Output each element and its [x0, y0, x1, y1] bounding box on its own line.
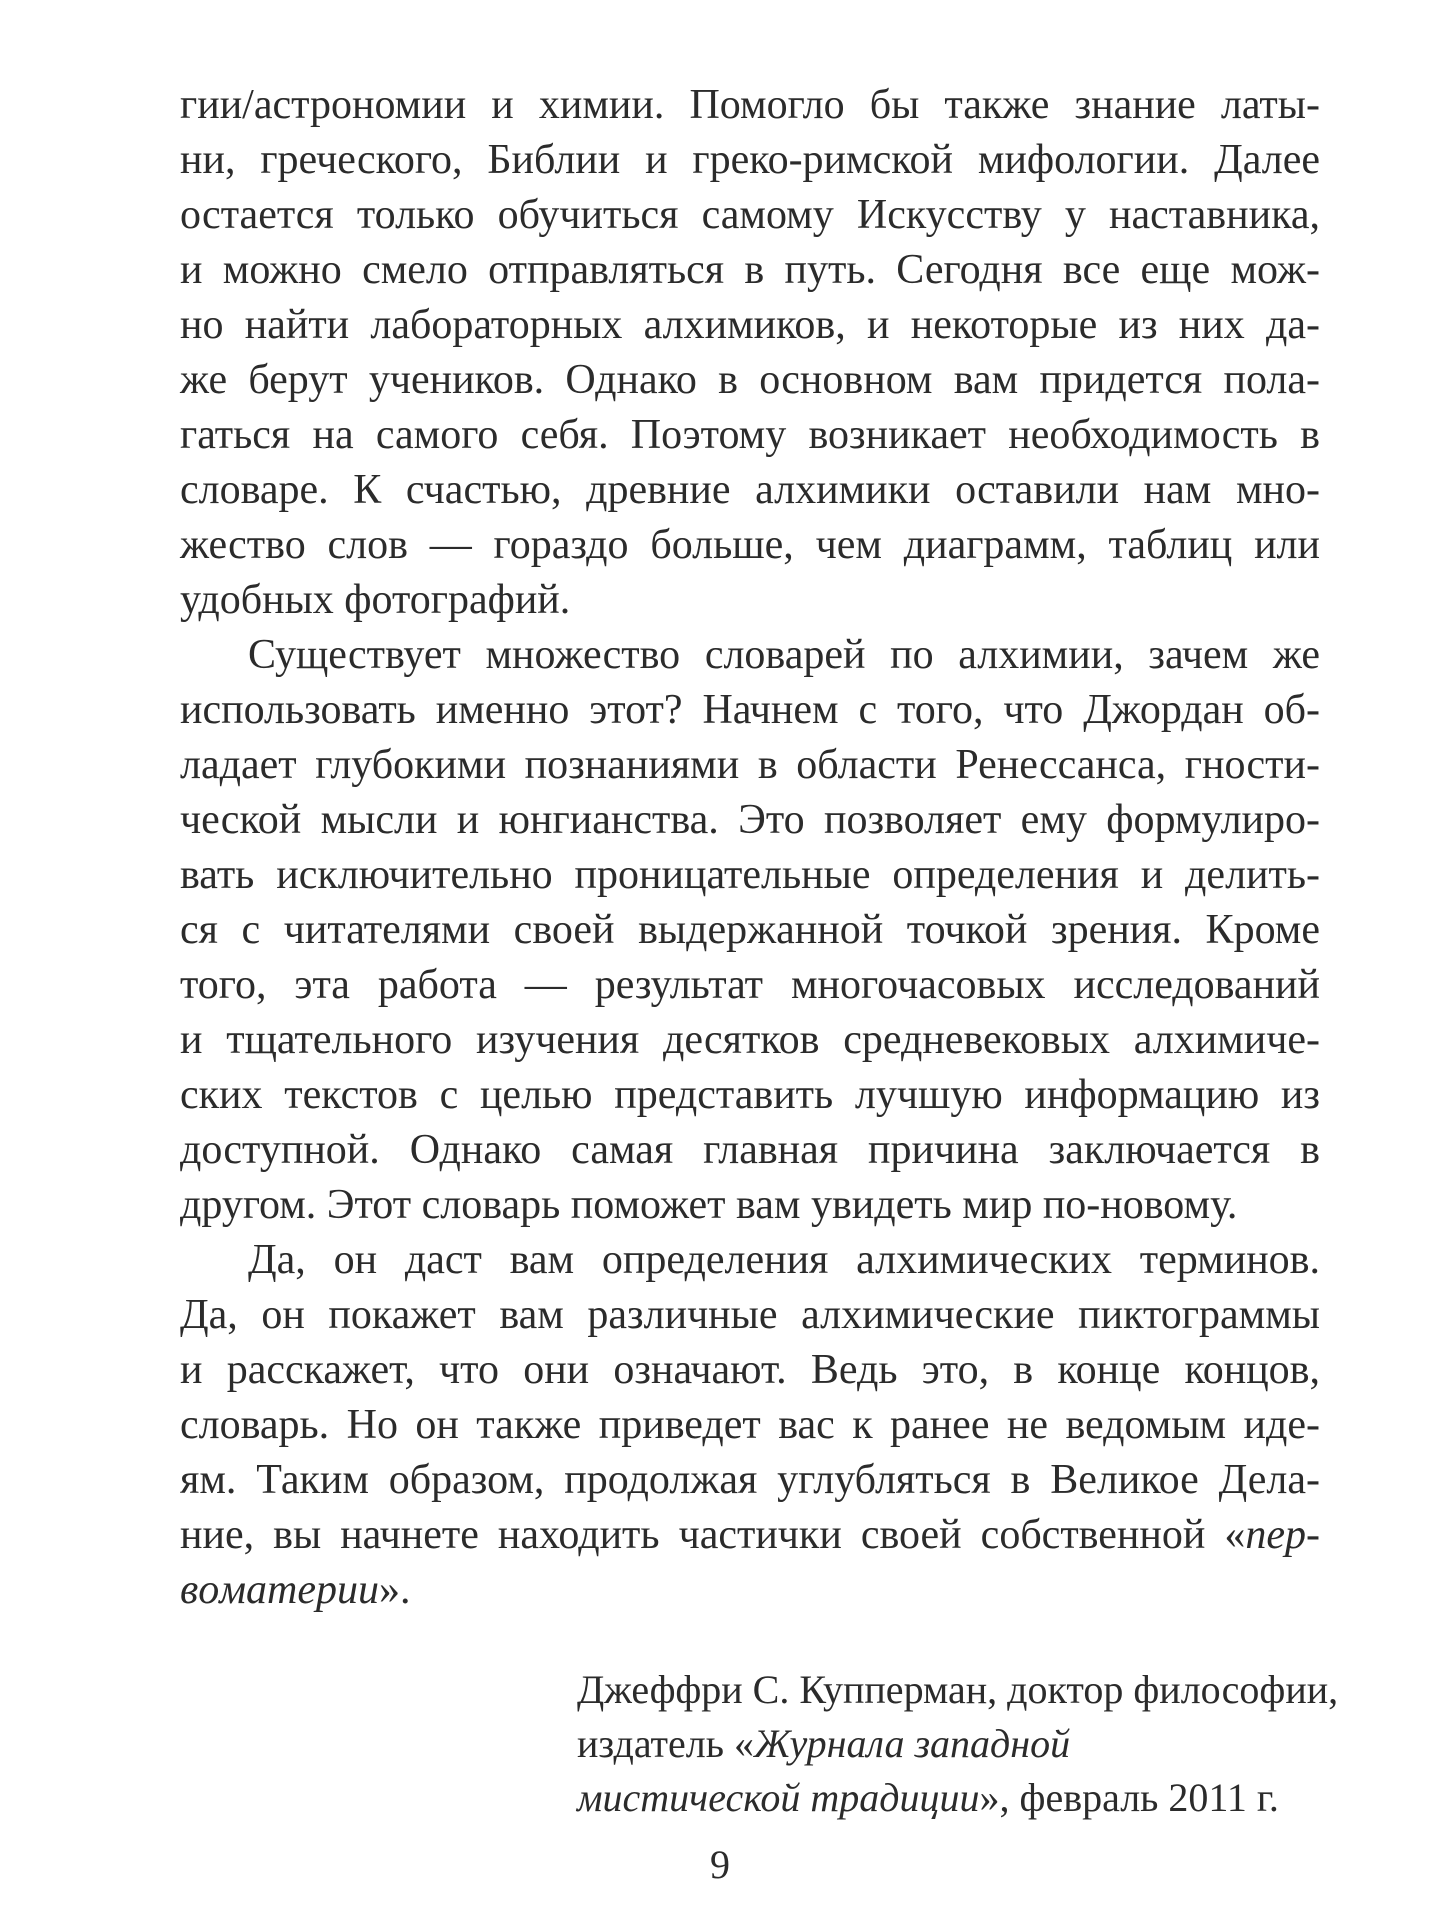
page-number: 9: [710, 1842, 730, 1887]
text-line: остается только обучиться самому Искусству у наставника,: [180, 192, 1320, 238]
text-line: вать исключительно проницательные определения и делить-: [180, 852, 1320, 898]
signature-line: [577, 1771, 1337, 1825]
paragraph-3: [180, 1233, 1320, 1618]
journal-title-italic: мистической традиции: [577, 1775, 980, 1820]
text-line: гии/астрономии и химии. Помогло бы также знание латы-: [180, 82, 1320, 128]
text-line: ям. Таким образом, продолжая углубляться в Великое Дела-: [180, 1457, 1320, 1503]
signature-author: Джеффри С. Купперман, доктор философии,: [577, 1667, 1339, 1712]
text-run: ».: [379, 1567, 411, 1613]
text-line: [180, 1508, 1320, 1563]
body-text: [180, 78, 1320, 1618]
text-line: ни, греческого, Библии и греко-римской мифологии. Далее: [180, 137, 1320, 183]
text-run: », февраль 2011 г.: [979, 1775, 1279, 1820]
text-line: Да, он даст вам определения алхимических терминов.: [248, 1237, 1320, 1283]
text-line: ских текстов с целью представить лучшую информацию из: [180, 1072, 1320, 1118]
text-line: использовать именно этот? Начнем с того, что Джордан об-: [180, 687, 1320, 733]
signature-block: [577, 1663, 1337, 1825]
text-line: словаре. К счастью, древние алхимики оставили нам мно-: [180, 467, 1320, 513]
text-line: другом. Этот словарь поможет вам увидеть мир по-новому.: [180, 1182, 1238, 1228]
text-line: и можно смело отправляться в путь. Сегодня все еще мож-: [180, 247, 1320, 293]
text-line: и расскажет, что они означают. Ведь это, в конце концов,: [180, 1347, 1320, 1393]
text-run: ние, вы начнете находить частички своей собственной «: [180, 1512, 1246, 1558]
text-line: словарь. Но он также приведет вас к ранее не ведомым иде-: [180, 1402, 1320, 1448]
text-line: жество слов — гораздо больше, чем диаграмм, таблиц или: [180, 522, 1320, 568]
text-line: доступной. Однако самая главная причина заключается в: [180, 1127, 1320, 1173]
italic-text-run: пер-: [1245, 1512, 1320, 1558]
text-line: ладает глубокими познаниями в области Ренессанса, гности-: [180, 742, 1320, 788]
text-line: гаться на самого себя. Поэтому возникает необходимость в: [180, 412, 1320, 458]
text-line: но найти лабораторных алхимиков, и некоторые из них да-: [180, 302, 1320, 348]
text-line: удобных фотографий.: [180, 577, 571, 623]
text-line: того, эта работа — результат многочасовых исследований: [180, 962, 1320, 1008]
text-line: же берут учеников. Однако в основном вам придется пола-: [180, 357, 1320, 403]
paragraph-1: [180, 78, 1320, 628]
journal-title-italic: Журнала западной: [754, 1721, 1071, 1766]
text-line: и тщательного изучения десятков средневековых алхимиче-: [180, 1017, 1320, 1063]
text-line: [180, 1563, 1320, 1618]
italic-text-run: вoматерии: [180, 1567, 380, 1613]
text-line: ся с читателями своей выдержанной точкой зрения. Кроме: [180, 907, 1320, 953]
text-line: ческой мысли и юнгианства. Это позволяет ему формулиро-: [180, 797, 1320, 843]
text-line: Существует множество словарей по алхимии, зачем же: [248, 632, 1320, 678]
text-line: Да, он покажет вам различные алхимические пиктограммы: [180, 1292, 1320, 1338]
signature-line: [577, 1717, 1337, 1771]
text-run: издатель «: [577, 1721, 754, 1766]
paragraph-2: [180, 628, 1320, 1233]
